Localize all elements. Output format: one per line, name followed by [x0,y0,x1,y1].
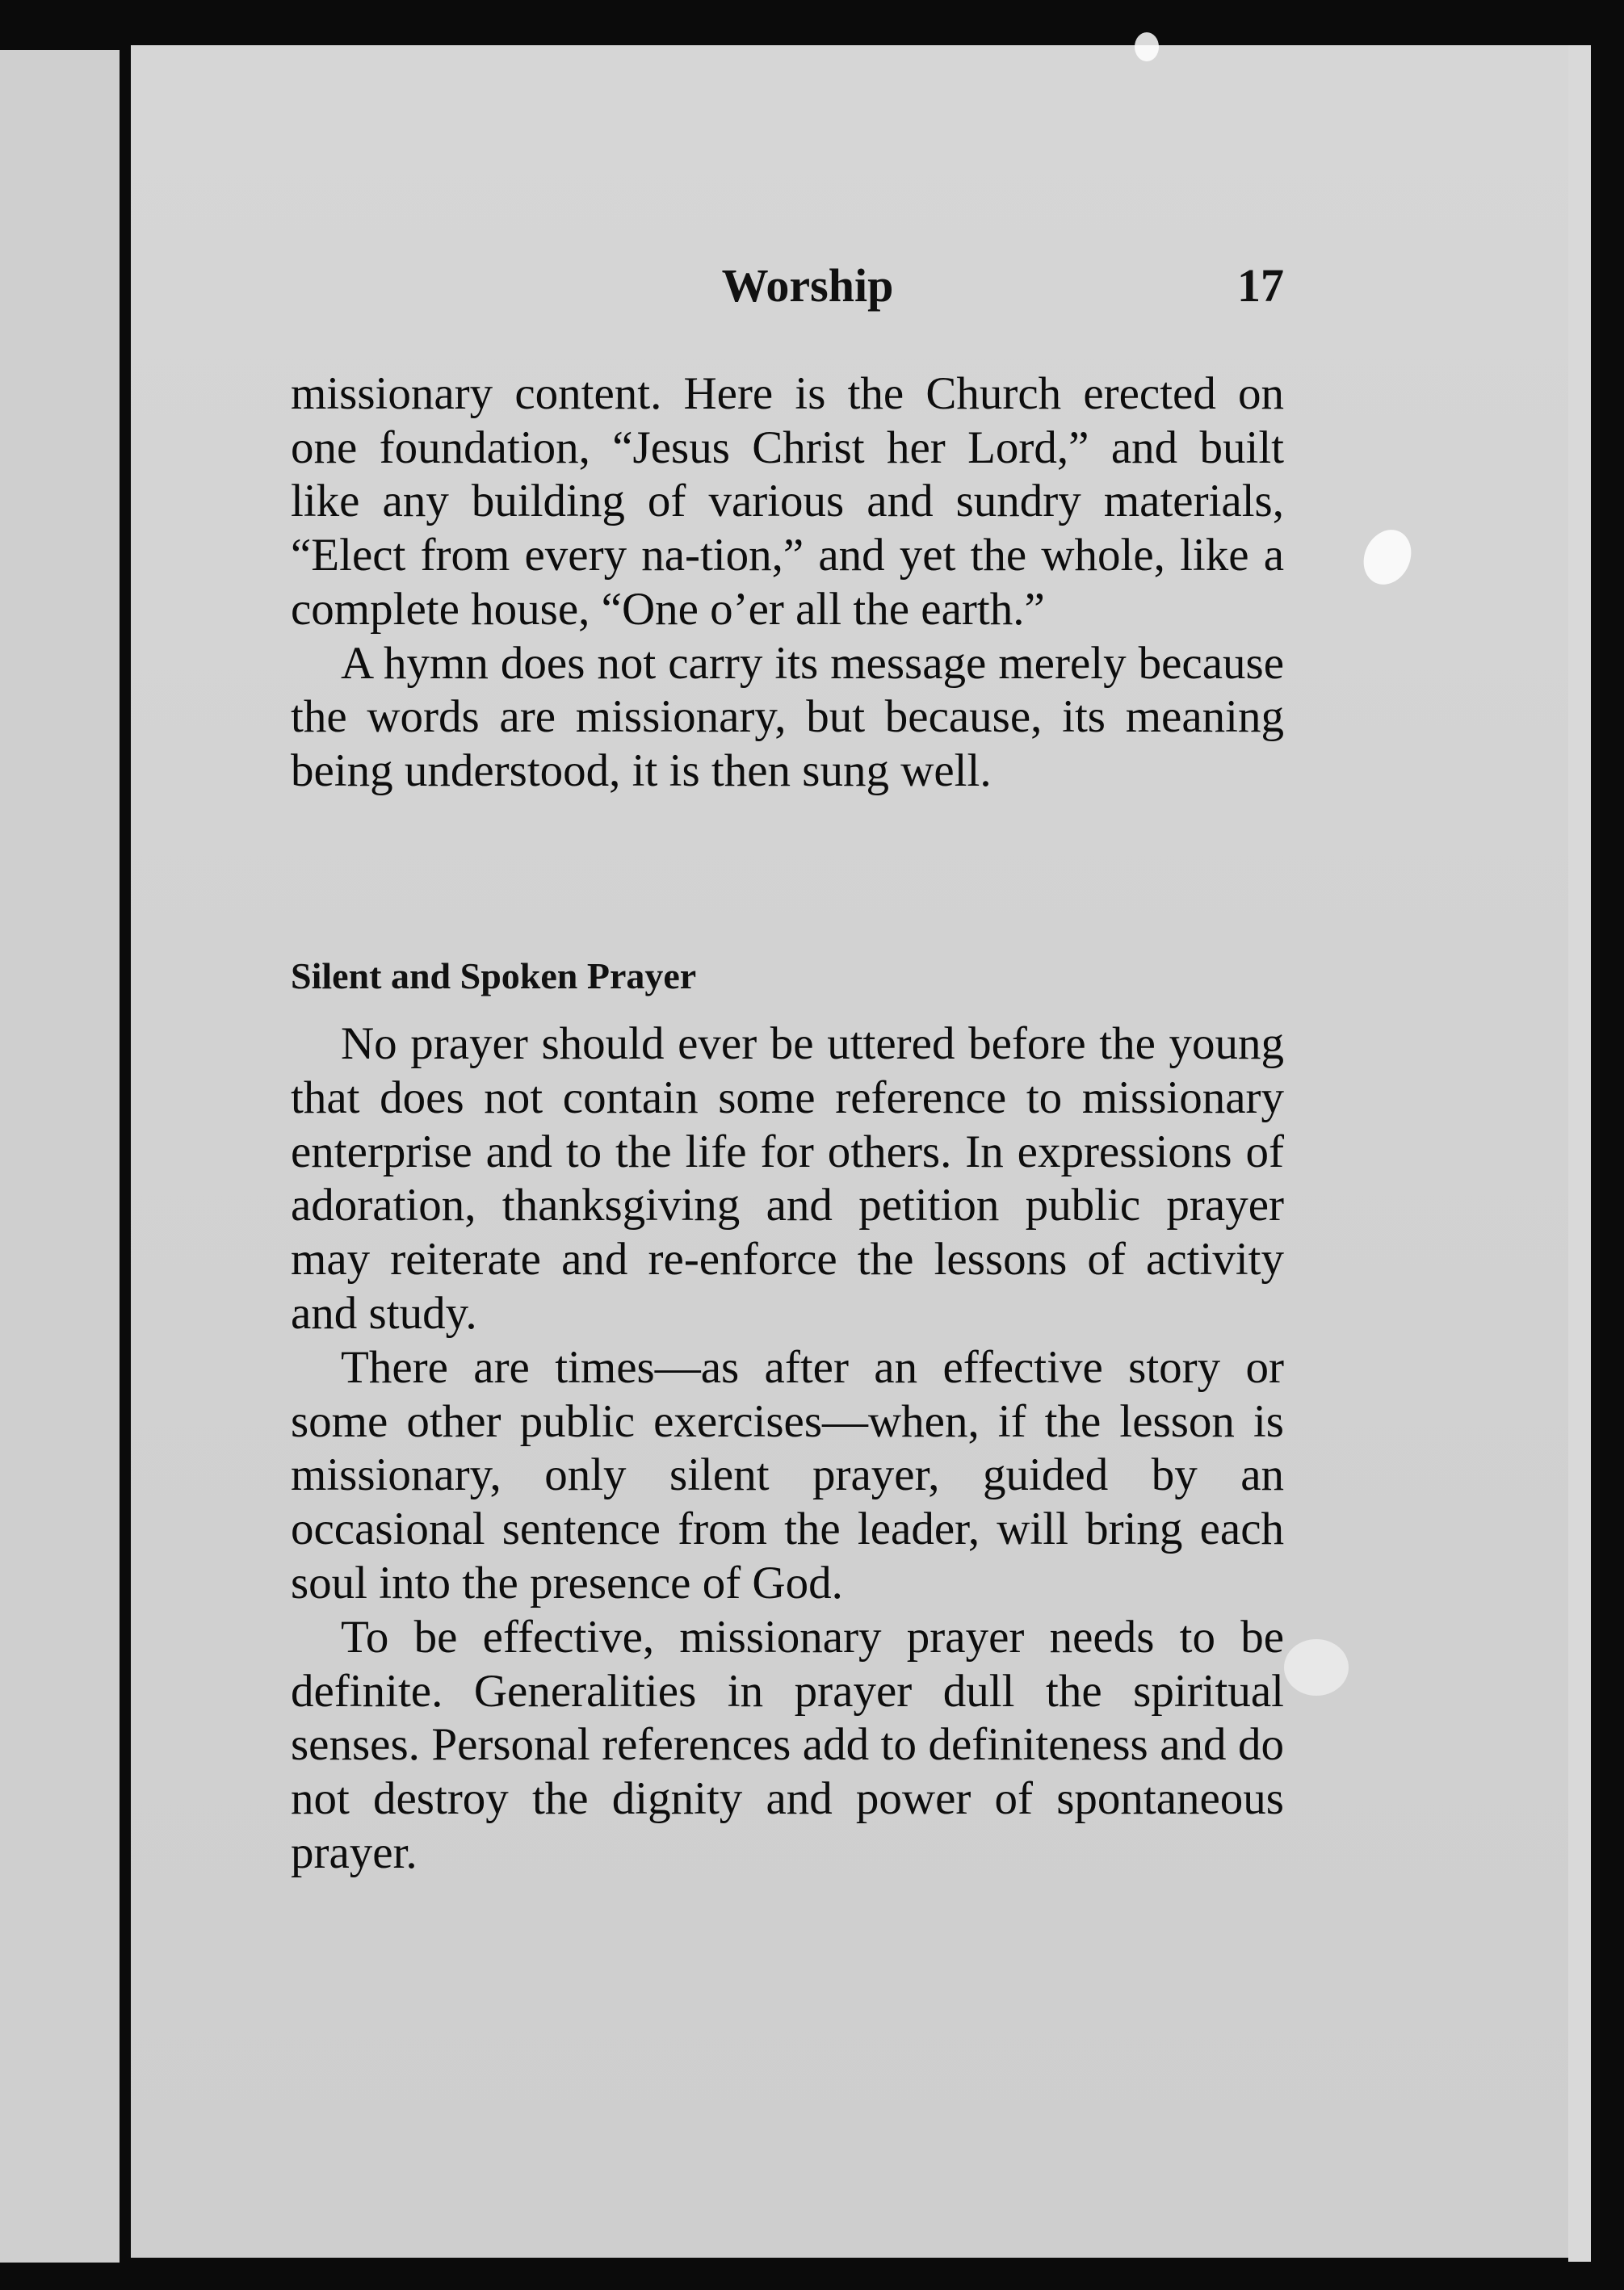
paragraph-continued: missionary content. Here is the Church erected on one foundation, “Jesus Christ her Lord,” and built like any building of various and sundry materials, “Elect from every na-tion,” and yet the whole, like a complete house, “One o’er all the earth.” [291,368,1284,635]
body-text-top [291,367,1284,799]
paragraph-hymn: A hymn does not carry its message merely because the words are missionary, but because, its meaning being understood, it is then sung well. [291,637,1284,796]
paragraph-prayer-3: To be effective, missionary prayer needs to be definite. Generalities in prayer dull the spiritual senses. Personal references add to definiteness and do not destroy the dignity and power of spontaneous prayer. [291,1611,1284,1878]
body-text-prayer [291,1017,1284,1881]
paragraph-prayer-2: There are times—as after an effective story or some other public exercises—when, if the lesson is missionary, only silent prayer, guided by an occasional sentence from the leader, will bring each soul into the presence of God. [291,1341,1284,1608]
section-heading: Silent and Spoken Prayer [291,955,697,996]
running-title: Worship [721,259,894,312]
paper-blemish [1135,32,1159,61]
page-number: 17 [1237,259,1284,312]
paragraph-prayer-1: No prayer should ever be uttered before the young that does not contain some reference to missionary enterprise and to the life for others. In expressions of adoration, thanksgiving and petition public prayer may reiterate and re-enforce the lessons of activity and study. [291,1018,1284,1339]
facing-page-edge [0,50,120,2263]
running-head [291,258,1284,323]
page-edge [1568,45,1591,2262]
paper-blemish [1284,1639,1349,1696]
